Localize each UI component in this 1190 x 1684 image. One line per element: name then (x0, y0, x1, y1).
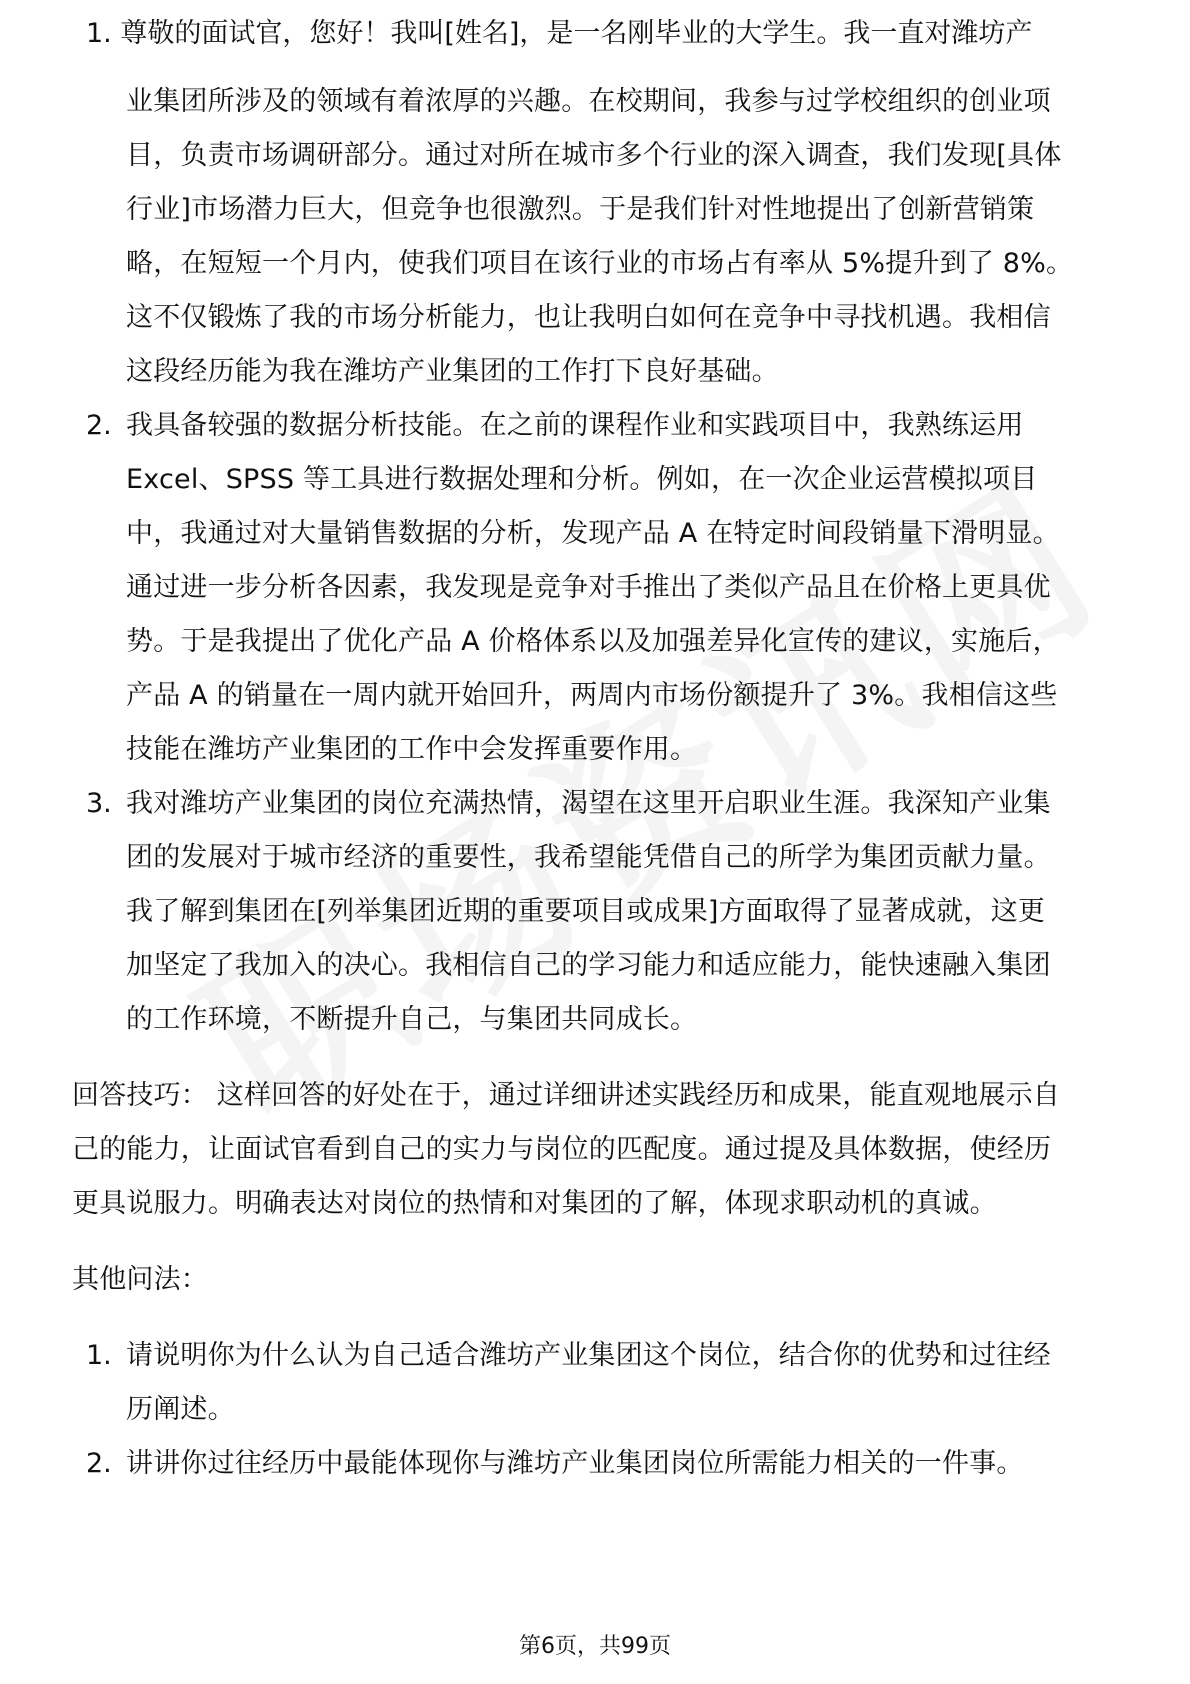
answer-item-2-line-3: 中，我通过对大量销售数据的分析，发现产品 A 在特定时间段销量下滑明显。 (126, 518, 1060, 549)
answer-item-2-line-2: Excel、SPSS 等工具进行数据处理和分析。例如，在一次企业运营模拟项目 (126, 464, 1038, 495)
answer-item-2-line-5: 势。于是我提出了优化产品 A 价格体系以及加强差异化宣传的建议，实施后， (126, 626, 1060, 657)
answer-item-3-line-2: 团的发展对于城市经济的重要性，我希望能凭借自己的所学为集团贡献力量。 (126, 842, 1051, 873)
other-question-2-line-1: 讲讲你过往经历中最能体现你与潍坊产业集团岗位所需能力相关的一件事。 (126, 1448, 1024, 1479)
answer-item-1-line-3: 行业]市场潜力巨大，但竞争也很激烈。于是我们针对性地提出了创新营销策 (126, 194, 1035, 225)
answer-item-1-line-2: 目，负责市场调研部分。通过对所在城市多个行业的深入调查，我们发现[具体 (126, 140, 1062, 171)
answer-item-1-line-5: 这不仅锻炼了我的市场分析能力，也让我明白如何在竞争中寻找机遇。我相信 (126, 302, 1051, 333)
answer-item-3-line-1: 我对潍坊产业集团的岗位充满热情，渴望在这里开启职业生涯。我深知产业集 (126, 788, 1051, 819)
answer-item-2-line-1: 我具备较强的数据分析技能。在之前的课程作业和实践项目中，我熟练运用 (126, 410, 1024, 441)
answer-item-3-line-4: 加坚定了我加入的决心。我相信自己的学习能力和适应能力，能快速融入集团 (126, 950, 1051, 981)
answer-item-2-line-4: 通过进一步分析各因素，我发现是竞争对手推出了类似产品且在价格上更具优 (126, 572, 1051, 603)
page-footer: 第6页，共99页 (519, 1634, 671, 1659)
other-question-2-number: 2. (86, 1448, 112, 1479)
answer-item-3-line-5: 的工作环境，不断提升自己，与集团共同成长。 (126, 1004, 698, 1035)
answer-item-1-line-1: 业集团所涉及的领域有着浓厚的兴趣。在校期间，我参与过学校组织的创业项 (126, 86, 1051, 117)
answer-item-2-number: 2. (86, 410, 112, 441)
answer-item-2-line-7: 技能在潍坊产业集团的工作中会发挥重要作用。 (126, 734, 698, 765)
top-partial-line (86, 18, 1126, 58)
answer-item-2-line-6: 产品 A 的销量在一周内就开始回升，两周内市场份额提升了 3%。我相信这些 (126, 680, 1058, 711)
answer-item-3-number: 3. (86, 788, 112, 819)
tips-line-1: 回答技巧： 这样回答的好处在于，通过详细讲述实践经历和成果，能直观地展示自 (72, 1080, 1060, 1111)
top-partial-line-text: 1. 尊敬的面试官，您好！我叫[姓名]，是一名刚毕业的大学生。我一直对潍坊产 (86, 18, 1033, 49)
other-questions-heading: 其他问法： (72, 1264, 208, 1295)
answer-item-1-line-6: 这段经历能为我在潍坊产业集团的工作打下良好基础。 (126, 356, 779, 387)
tips-line-3: 更具说服力。明确表达对岗位的热情和对集团的了解，体现求职动机的真诚。 (72, 1188, 997, 1219)
other-question-1-line-2: 历阐述。 (126, 1394, 235, 1425)
other-question-1-number: 1. (86, 1340, 112, 1371)
other-question-1-line-1: 请说明你为什么认为自己适合潍坊产业集团这个岗位，结合你的优势和过往经 (126, 1340, 1051, 1371)
answer-item-1-line-4: 略，在短短一个月内，使我们项目在该行业的市场占有率从 5%提升到了 8%。 (126, 248, 1074, 279)
tips-line-2: 己的能力，让面试官看到自己的实力与岗位的匹配度。通过提及具体数据，使经历 (72, 1134, 1052, 1165)
answer-item-3-line-3: 我了解到集团在[列举集团近期的重要项目或成果]方面取得了显著成就，这更 (126, 896, 1046, 927)
